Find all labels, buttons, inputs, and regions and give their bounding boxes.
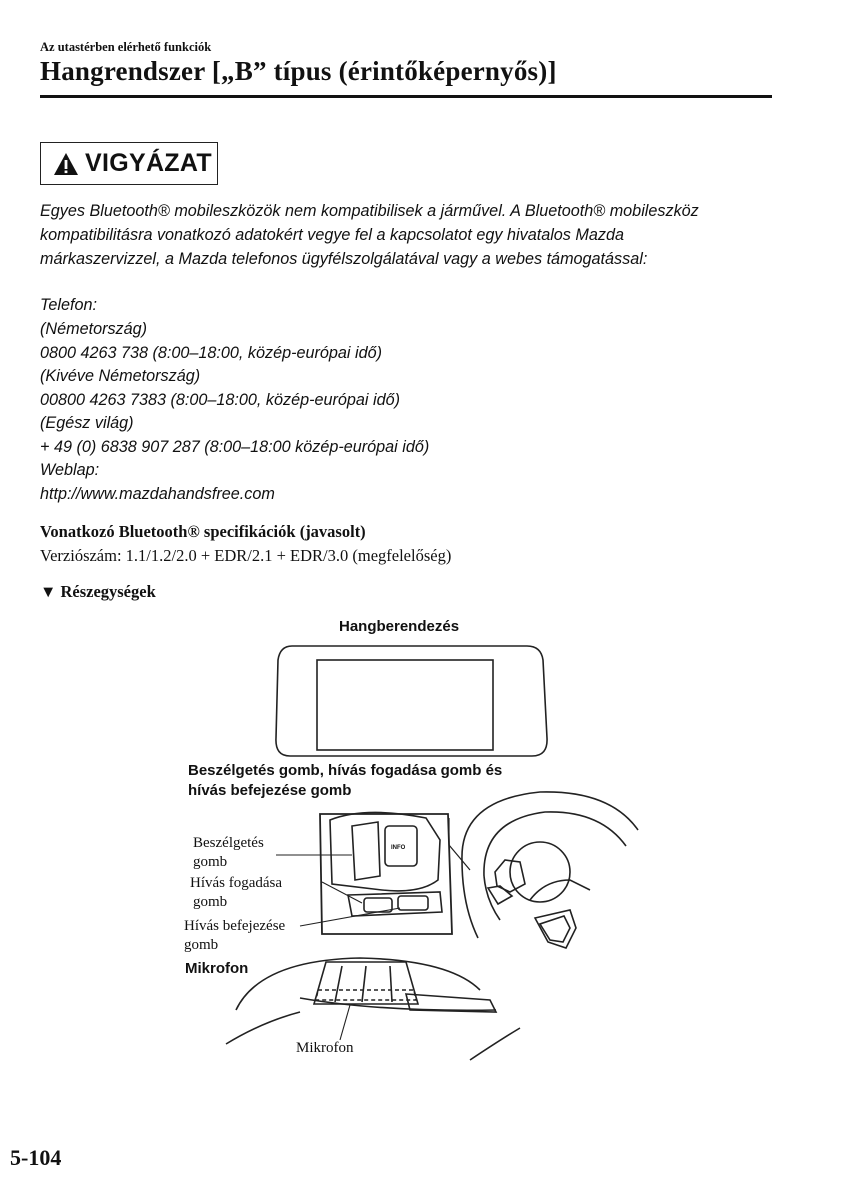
contact-line: Telefon: — [40, 296, 98, 314]
buttons-inset-frame — [320, 814, 452, 934]
pickup-button-label: gomb — [193, 894, 228, 910]
talk-button-label: gomb — [193, 854, 228, 870]
caution-paragraph-line: kompatibilitásra vonatkozó adatokért vegye fel a kapcsolatot egy hivatalos Mazda — [40, 226, 624, 244]
audio-unit-screen — [317, 660, 493, 750]
spec-version: Verziószám: 1.1/1.2/2.0 + EDR/2.1 + EDR/3.0 (megfelelőség) — [40, 546, 452, 565]
contact-line: 0800 4263 738 (8:00–18:00, közép-európai idő) — [40, 344, 383, 362]
warning-triangle-icon — [53, 152, 79, 176]
components-illustration — [0, 600, 847, 1070]
caution-paragraph-line: Egyes Bluetooth® mobileszközök nem kompatibilisek a járművel. A Bluetooth® mobileszköz — [40, 202, 699, 220]
contact-line: Weblap: — [40, 461, 100, 479]
contact-line: 00800 4263 7383 (8:00–18:00, közép-európai idő) — [40, 391, 401, 409]
section-label: Az utastérben elérhető funkciók — [40, 40, 212, 54]
caution-paragraph-line: márkaszervizzel, a Mazda telefonos ügyfélszolgálatával vagy a webes támogatással: — [40, 250, 648, 268]
roof-console — [236, 958, 480, 1010]
hangup-button-label: gomb — [184, 937, 219, 953]
contact-line: + 49 (0) 6838 907 287 (8:00–18:00 közép-európai idő) — [40, 438, 430, 456]
contact-line: (Kivéve Németország) — [40, 367, 201, 385]
title-rule — [40, 95, 772, 98]
microphone-title: Mikrofon — [185, 960, 249, 977]
page-number: 5-104 — [10, 1145, 62, 1170]
steering-wheel-rim — [462, 792, 638, 860]
talk-button-label: Beszélgetés — [193, 835, 264, 851]
contact-link[interactable]: http://www.mazdahandsfree.com — [40, 485, 275, 503]
spec-heading: Vonatkozó Bluetooth® specifikációk (javasolt) — [40, 522, 366, 541]
pickup-button-label: Hívás fogadása — [190, 875, 283, 891]
contact-line: (Németország) — [40, 320, 148, 338]
info-button-label: INFO — [391, 845, 406, 851]
hangup-button — [398, 896, 428, 910]
microphone-label: Mikrofon — [296, 1040, 354, 1056]
talk-button-title: hívás befejezése gomb — [188, 782, 352, 799]
page-title: Hangrendszer [„B” típus (érintőképernyős)] — [40, 56, 557, 86]
caution-box — [40, 142, 218, 185]
audio-unit-label: Hangberendezés — [339, 618, 460, 635]
parts-heading: ▼ Részegységek — [40, 582, 156, 601]
caution-label: VIGYÁZAT — [85, 149, 212, 177]
contact-line: (Egész világ) — [40, 414, 134, 432]
hangup-button-label: Hívás befejezése — [184, 918, 286, 934]
talk-button-title: Beszélgetés gomb, hívás fogadása gomb és — [188, 762, 503, 779]
talk-button — [352, 822, 380, 880]
